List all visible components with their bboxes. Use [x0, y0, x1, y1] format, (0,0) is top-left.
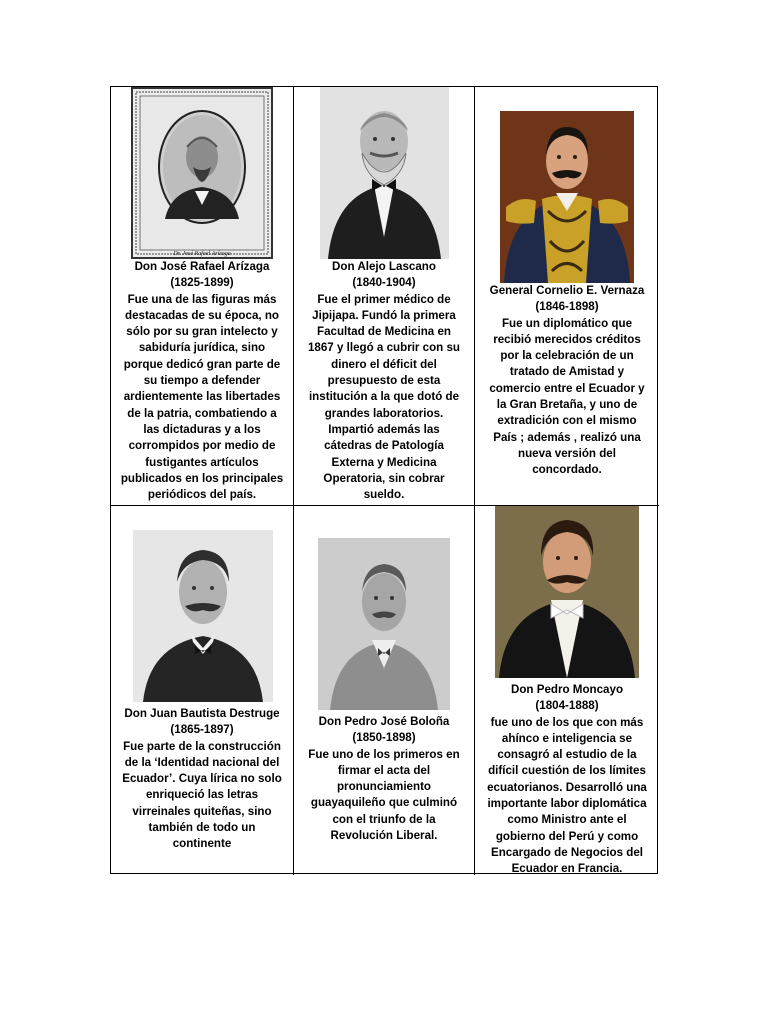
description-line: Fue uno de los primeros en — [308, 747, 460, 761]
description-line: comercio entre el Ecuador y — [489, 381, 645, 395]
description-line: fustigantes artículos — [145, 455, 259, 469]
person-years: (1840-1904) — [352, 276, 416, 290]
text-bolona — [298, 714, 470, 844]
frame-caption: Dr. José Rafael Arízaga — [173, 251, 231, 257]
description-line: su tiempo a defender — [143, 374, 261, 388]
text-destruge — [115, 706, 289, 853]
text-vernaza — [479, 283, 655, 479]
description-line: Fue parte de la construcción — [123, 739, 281, 753]
description-line: pronunciamiento — [336, 780, 432, 794]
description-line: publicados en los principales — [120, 471, 284, 485]
description-line: por la celebración de un — [500, 349, 634, 363]
description-line: ardientemente las libertades — [123, 390, 281, 404]
description-line: guayaquileño que culminó — [310, 796, 458, 810]
description-line: fue uno de los que con más — [490, 715, 644, 729]
description-line: Externa y Medicina — [331, 455, 437, 469]
description-line: Fue el primer médico de — [317, 292, 451, 306]
description-line: importante labor diplomática — [487, 797, 647, 811]
portraits-table — [110, 86, 658, 874]
portrait-bolona — [318, 538, 450, 710]
description-line: sueldo. — [363, 488, 405, 502]
description-line: Fue un diplomático que — [501, 316, 633, 330]
person-name: Don Pedro José Boloña — [318, 715, 450, 728]
portrait-arizaga — [131, 87, 273, 259]
cell-lascano — [294, 87, 475, 506]
description-line: destacadas de su época, no — [125, 308, 279, 322]
description-line: dinero el déficit del — [331, 357, 437, 371]
description-line: gobierno del Perú y como — [495, 829, 639, 843]
person-years: (1846-1898) — [535, 300, 599, 314]
description-line: Facultad de Medicina en — [316, 325, 451, 339]
description-line: recibió merecidos créditos — [493, 332, 641, 346]
description-line: Revolución Liberal. — [330, 829, 438, 843]
person-description — [115, 739, 289, 853]
vernaza-painting — [500, 111, 634, 283]
description-line: firmar el acta del — [337, 763, 431, 777]
person-name: Don Alejo Lascano — [332, 260, 436, 273]
portrait-destruge — [133, 530, 273, 702]
description-line: tratado de Amistad y — [509, 365, 625, 379]
person-description — [479, 715, 655, 878]
person-years: (1804-1888) — [535, 699, 599, 713]
description-line: sólo por su gran intelecto y — [126, 325, 278, 339]
description-line: grandes laboratorios. — [324, 406, 444, 420]
description-line: Ecuador’. Cuya lírica no solo — [122, 772, 282, 786]
description-line: Jipijapa. Fundó la primera — [312, 308, 456, 322]
description-line: las dictaduras y a los — [143, 422, 261, 436]
description-line: virreinales quiteñas, sino — [132, 804, 272, 818]
description-line: la Gran Bretaña, y uno de — [496, 398, 638, 412]
text-lascano — [298, 259, 470, 503]
person-name: Don Juan Bautista Destruge — [124, 707, 280, 720]
arizaga-engraving — [131, 87, 273, 259]
lascano-engraving — [320, 87, 449, 259]
person-years: (1850-1898) — [352, 731, 416, 745]
cell-bolona — [294, 506, 475, 875]
person-years: (1865-1897) — [170, 723, 234, 737]
person-name: General Cornelio E. Vernaza — [489, 284, 645, 297]
description-line: difícil cuestión de los límites — [488, 764, 646, 778]
description-line: sabiduría jurídica, sino — [138, 341, 266, 355]
description-line: concordado. — [532, 463, 602, 477]
description-line: como Ministro ante el — [507, 813, 627, 827]
text-moncayo — [479, 682, 655, 878]
description-line: de la ‘Identidad nacional del — [124, 755, 280, 769]
description-line: de la patria, combatiendo a — [127, 406, 277, 420]
description-line: ecuatorianos. Desarrolló una — [487, 780, 647, 794]
cell-destruge — [111, 506, 294, 875]
person-years: (1825-1899) — [170, 276, 234, 290]
description-line: Operatoria, sin cobrar — [323, 471, 445, 485]
person-name: Don José Rafael Arízaga — [134, 260, 270, 273]
description-line: institución a la que dotó de — [308, 390, 460, 404]
description-line: con el triunfo de la — [332, 812, 436, 826]
description-line: Impartió además las — [328, 422, 440, 436]
description-line: nueva versión del — [518, 446, 616, 460]
description-line: Ecuador en Francia. — [511, 862, 623, 876]
person-description — [298, 292, 470, 504]
cell-arizaga — [111, 87, 294, 506]
portrait-vernaza — [500, 111, 634, 283]
person-name: Don Pedro Moncayo — [510, 683, 624, 696]
description-line: continente — [172, 837, 232, 851]
description-line: cátedras de Patología — [324, 439, 444, 453]
portrait-moncayo — [495, 506, 639, 678]
description-line: Fue una de las figuras más — [127, 292, 277, 306]
description-line: también de todo un — [148, 821, 256, 835]
cell-vernaza — [475, 87, 659, 506]
description-line: ahínco e inteligencia se — [501, 731, 633, 745]
portrait-lascano — [320, 87, 449, 259]
person-description — [479, 316, 655, 479]
destruge-engraving — [133, 530, 273, 702]
description-line: extradición con el mismo — [497, 414, 637, 428]
bolona-engraving — [318, 538, 450, 710]
person-description — [115, 292, 289, 504]
cell-moncayo — [475, 506, 659, 875]
description-line: presupuesto de esta — [327, 374, 441, 388]
description-line: corrompidos por medio de — [128, 439, 276, 453]
description-line: consagró al estudio de la — [497, 748, 637, 762]
description-line: 1867 y llegó a cubrir con su — [307, 341, 461, 355]
description-line: porque dedicó gran parte de — [123, 357, 281, 371]
moncayo-painting — [495, 506, 639, 678]
description-line: periódicos del país. — [147, 488, 257, 502]
description-line: País ; además , realizó una — [493, 430, 641, 444]
description-line: Encargado de Negocios del — [490, 845, 644, 859]
person-description — [298, 747, 470, 845]
text-arizaga — [115, 259, 289, 503]
description-line: enriqueció las letras — [145, 788, 259, 802]
